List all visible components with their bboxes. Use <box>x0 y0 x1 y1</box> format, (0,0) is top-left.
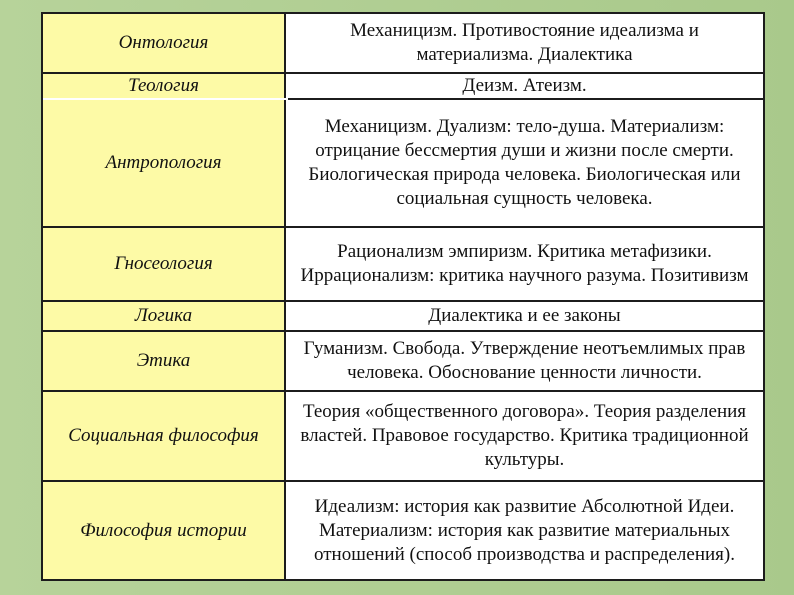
philosophy-table <box>41 12 765 581</box>
table-row <box>43 392 763 480</box>
table-row <box>43 100 763 226</box>
row-label: Социальная философия <box>43 392 286 480</box>
row-content: Механицизм. Дуализм: тело-душа. Материализм: отрицание бессмертия души и жизни после смерти. Биологическая природа человека. Биологическая или социальная сущность человека. <box>286 100 763 226</box>
row-label: Логика <box>43 302 286 330</box>
row-label: Антропология <box>43 100 286 226</box>
row-content: Теория «общественного договора». Теория разделения властей. Правовое государство. Критика традиционной культуры. <box>286 392 763 480</box>
row-label: Философия истории <box>43 482 286 579</box>
row-content: Деизм. Атеизм. <box>286 74 763 98</box>
row-label: Гносеология <box>43 228 286 300</box>
table-row <box>43 74 763 98</box>
table-row <box>43 302 763 330</box>
row-content: Гуманизм. Свобода. Утверждение неотъемлимых прав человека. Обоснование ценности личности. <box>286 332 763 390</box>
row-label: Этика <box>43 332 286 390</box>
table-row <box>43 482 763 579</box>
table-row <box>43 332 763 390</box>
row-label: Онтология <box>43 14 286 72</box>
row-content: Диалектика и ее законы <box>286 302 763 330</box>
row-content: Идеализм: история как развитие Абсолютной Идеи. Материализм: история как развитие материальных отношений (способ производства и распределения). <box>286 482 763 579</box>
table-row <box>43 14 763 72</box>
row-content: Механицизм. Противостояние идеализма и материализма. Диалектика <box>286 14 763 72</box>
row-label: Теология <box>43 74 286 98</box>
table-row <box>43 228 763 300</box>
row-content: Рационализм эмпиризм. Критика метафизики. Иррационализм: критика научного разума. Позитивизм <box>286 228 763 300</box>
